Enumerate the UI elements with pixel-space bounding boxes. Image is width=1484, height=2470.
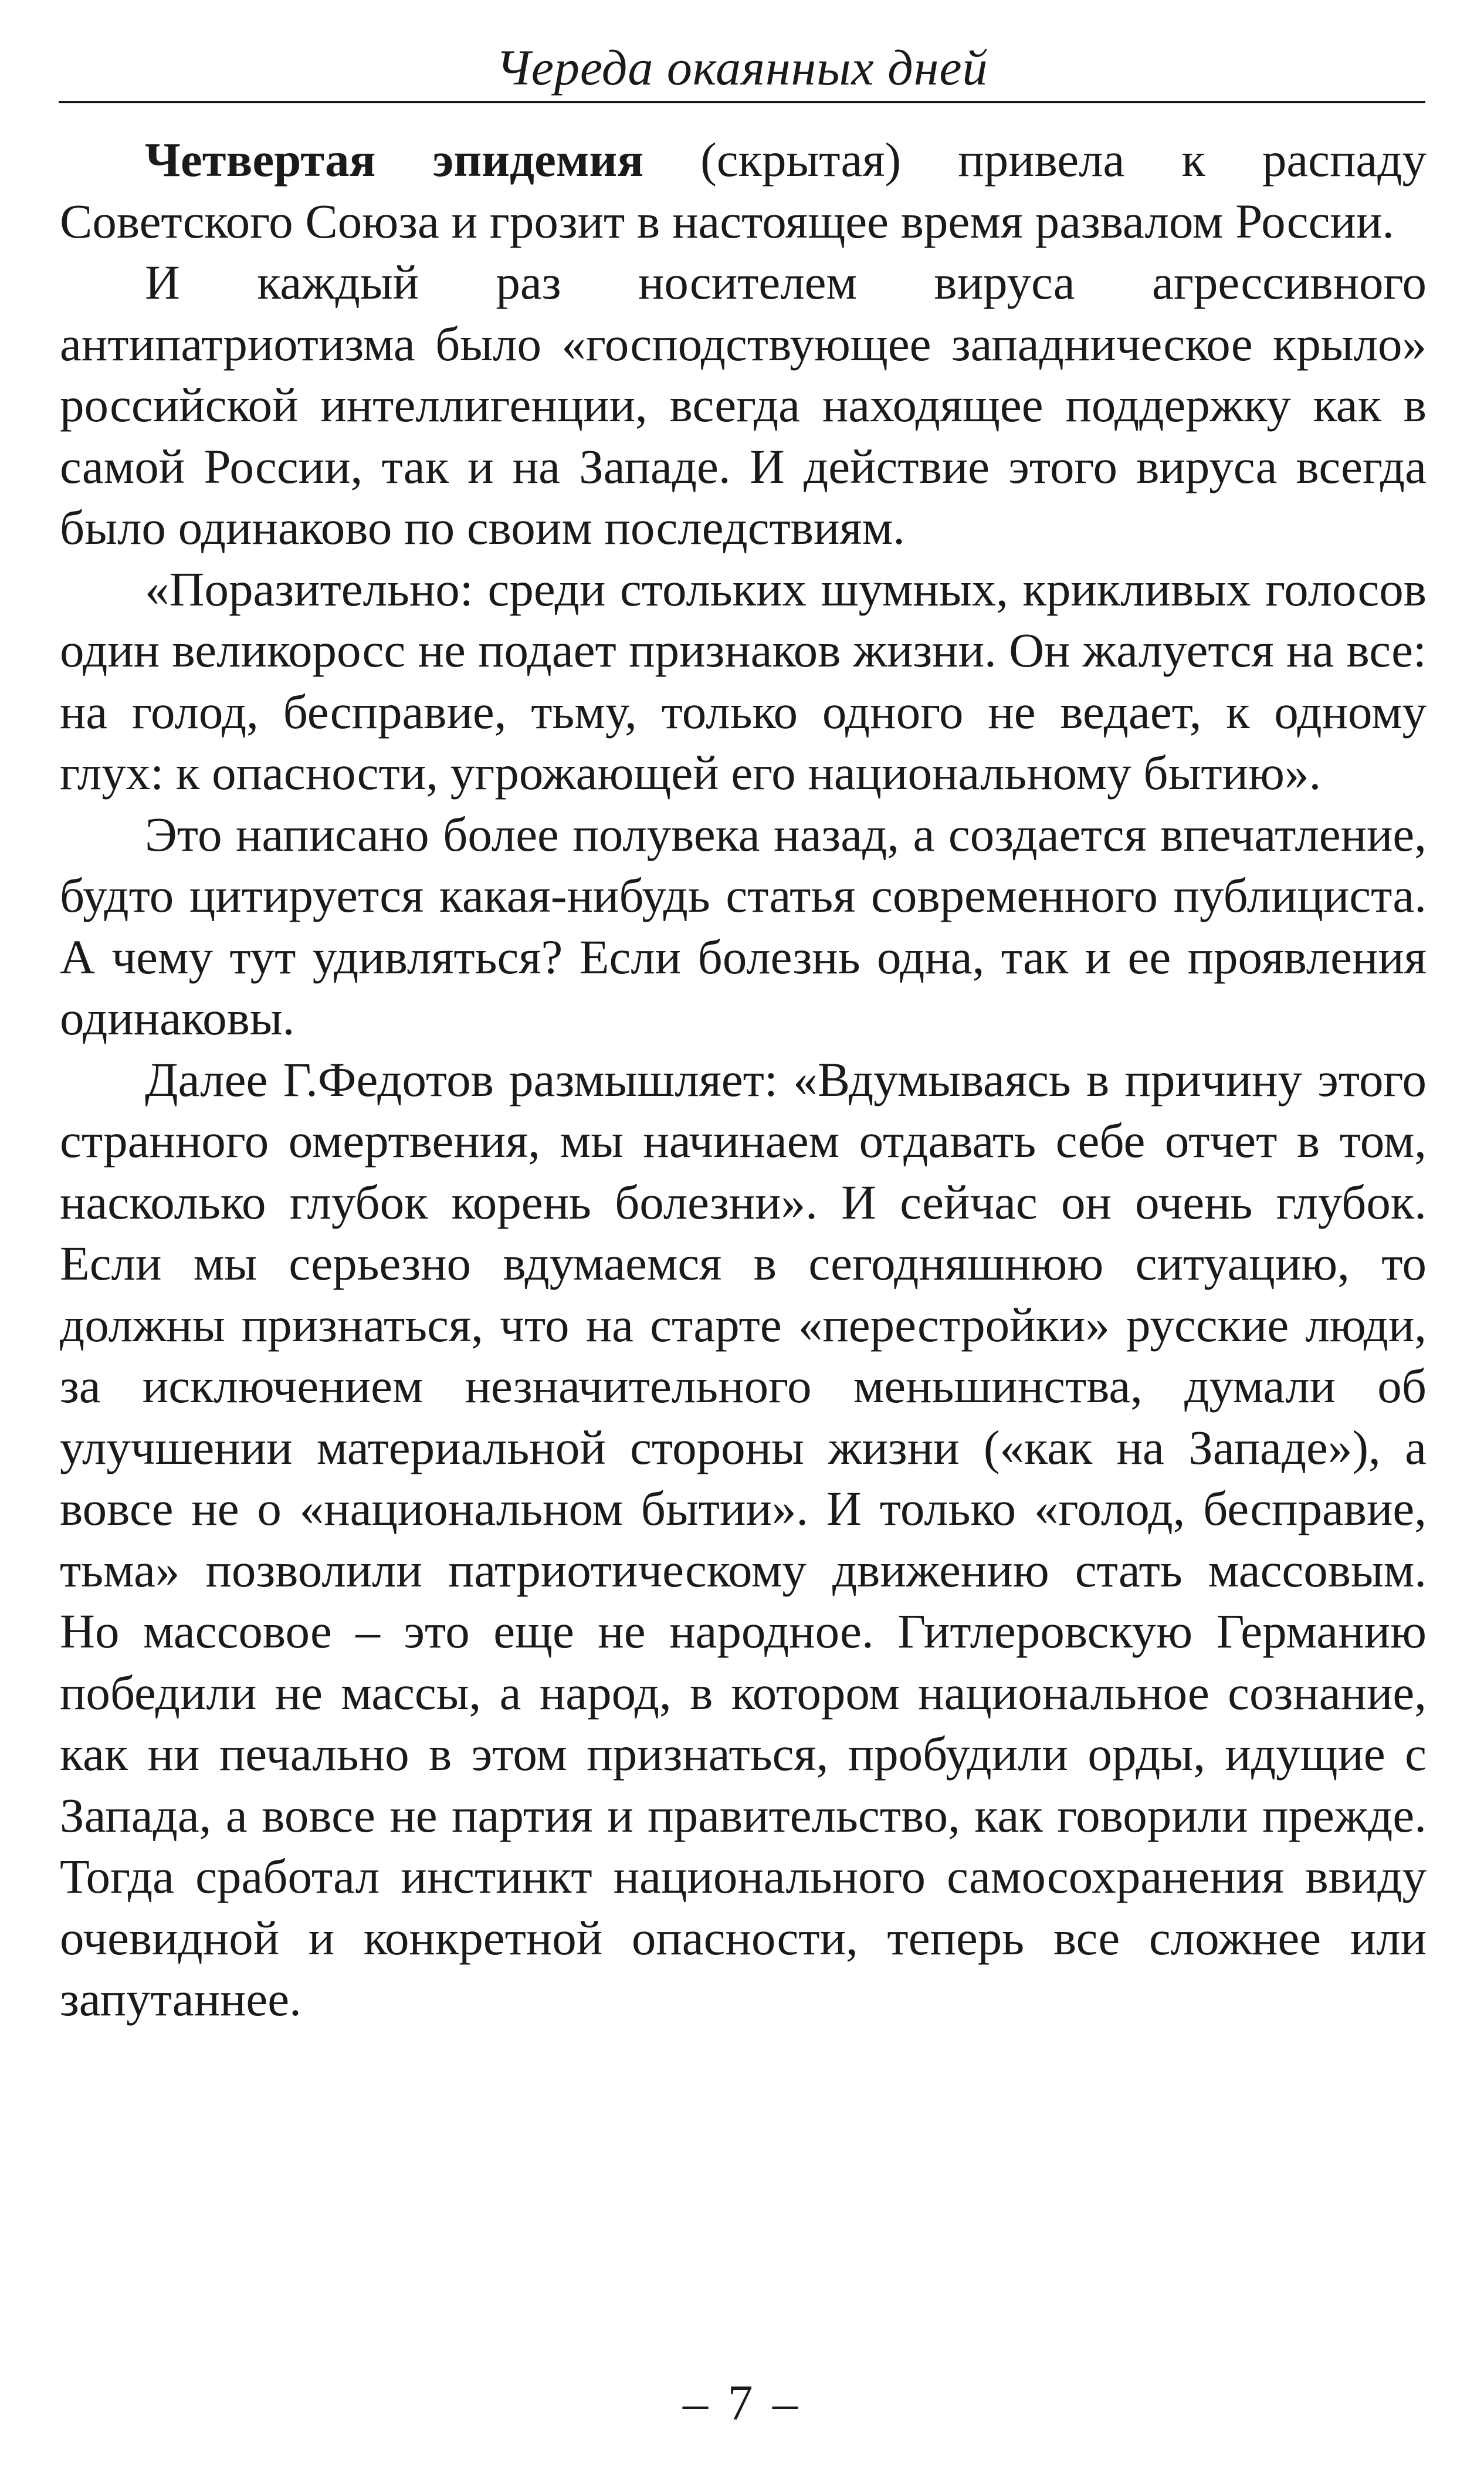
- page-number: – 7 –: [683, 2374, 801, 2431]
- paragraph-1-lead: Четвертая эпидемия: [145, 133, 644, 187]
- paragraph-1-text: (скрытая) привела к распаду Советского Союза и грозит в настоящее время развалом России.: [60, 133, 1427, 248]
- paragraph-5: Далее Г.Федотов размышляет: «Вдумываясь в причину этого странного омертвения, мы начинаем отдавать себе отчет в том, насколько глубок корень болезни». И сейчас он очень глубок. Если мы серьезно вдумаемся в сегодняшнюю ситуацию, то должны признаться, что на старте «перестройки» русские люди, за исключением незначительного меньшинства, думали об улучшении материальной стороны жизни («как на Западе»), а вовсе не о «национальном бытии». И только «голод, бесправие, тьма» позволили патриотическому движению стать массовым. Но массовое – это еще не народное. Гитлеровскую Германию победили не массы, а народ, в котором национальное сознание, как ни печально в этом признаться, пробудили орды, идущие с Запада, а вовсе не партия и правительство, как говорили прежде. Тогда сработал инстинкт национального самосохранения ввиду очевидной и конкретной опасности, теперь все сложнее или запутаннее.: [60, 1052, 1427, 2026]
- paragraph-1: [60, 129, 1427, 252]
- header-divider: [59, 101, 1425, 103]
- paragraph-3: «Поразительно: среди стольких шумных, крикливых голосов один великоросс не подает признаков жизни. Он жалуется на все: на голод, бесправие, тьму, только одного не ведает, к одному глух: к опасности, угрожающей его национальному бытию».: [60, 561, 1427, 800]
- paragraph-2: И каждый раз носителем вируса агрессивного антипатриотизма было «господствующее западническое крыло» российской интеллигенции, всегда находящее поддержку как в самой России, так и на Западе. И действие этого вируса всегда было одинаково по своим последствиям.: [60, 255, 1427, 554]
- main-text: [60, 129, 1427, 2030]
- running-header: Череда окаянных дней: [496, 39, 988, 96]
- paragraph-4: Это написано более полувека назад, а создается впечатление, будто цитируется какая-нибудь статья современного публициста. А чему тут удивляться? Если болезнь одна, так и ее проявления одинаковы.: [60, 807, 1427, 1045]
